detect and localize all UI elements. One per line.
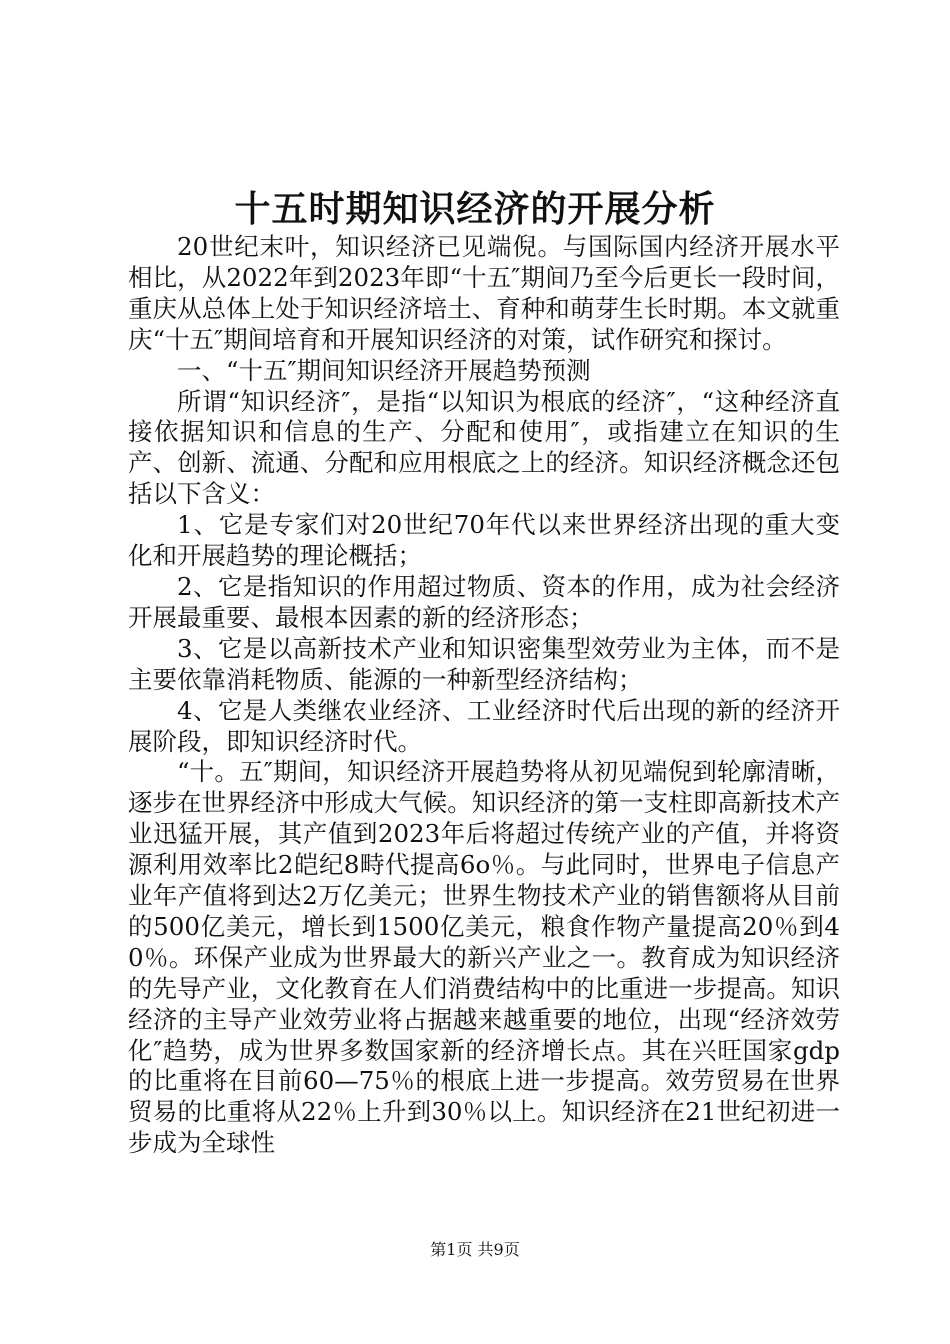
list-item-1: 1、它是专家们对20世纪70年代以来世界经济出现的重大变化和开展趋势的理论概括； [128, 510, 840, 571]
list-item-4: 4、它是人类继农业经济、工业经济时代后出现的新的经济开展阶段，即知识经济时代。 [128, 695, 840, 756]
document-title: 十五时期知识经济的开展分析 [234, 188, 716, 230]
document-body [128, 232, 840, 1159]
paragraph-definition: 所谓“知识经济″，是指“以知识为根底的经济″，“这种经济直接依据知识和信息的生产、分配和使用″，或指建立在知识的生产、创新、流通、分配和应用根底之上的经济。知识经济概念还包括以下含义： [128, 386, 840, 509]
list-item-3: 3、它是以高新技术产业和知识密集型效劳业为主体，而不是主要依靠消耗物质、能源的一种新型经济结构； [128, 633, 840, 694]
list-item-2: 2、它是指知识的作用超过物质、资本的作用，成为社会经济开展最重要、最根本因素的新的经济形态； [128, 571, 840, 632]
page-number: 第1页 共9页 [430, 1240, 520, 1259]
section-heading-1: 一、“十五″期间知识经济开展趋势预测 [177, 355, 591, 385]
paragraph-trend: “十。五″期间，知识经济开展趋势将从初见端倪到轮廓清晰，逐步在世界经济中形成大气候。知识经济的第一支柱即高新技术产业迅猛开展，其产值到2023年后将超过传统产业的产值，并将资源利用效率比2皑纪8畤代提高6o％。与此同时，世界电子信息产业年产值将到达2万亿美元；世界生物技术产业的销售额将从目前的500亿美元，增长到1500亿美元，粮食作物产量提高20％到40％。环保产业成为世界最大的新兴产业之一。教育成为知识经济的先导产业，文化教育在人们消费结构中的比重进一步提高。知识经济的主导产业效劳业将占据越来越重要的地位，出现“经济效劳化″趋势，成为世界多数国家新的经济增长点。其在兴旺国家gdp的比重将在目前60—75％的根底上进一步提高。效劳贸易在世界贸易的比重将从22％上升到30％以上。知识经济在21世纪初进一步成为全球性 [128, 757, 840, 1158]
paragraph-intro: 20世纪末叶，知识经济已见端倪。与国际国内经济开展水平相比，从2022年到2023年即“十五″期间乃至今后更长一段时间，重庆从总体上处于知识经济培土、育种和萌芽生长时期。本文就重庆“十五″期间培育和开展知识经济的对策，试作研究和探讨。 [128, 232, 840, 354]
